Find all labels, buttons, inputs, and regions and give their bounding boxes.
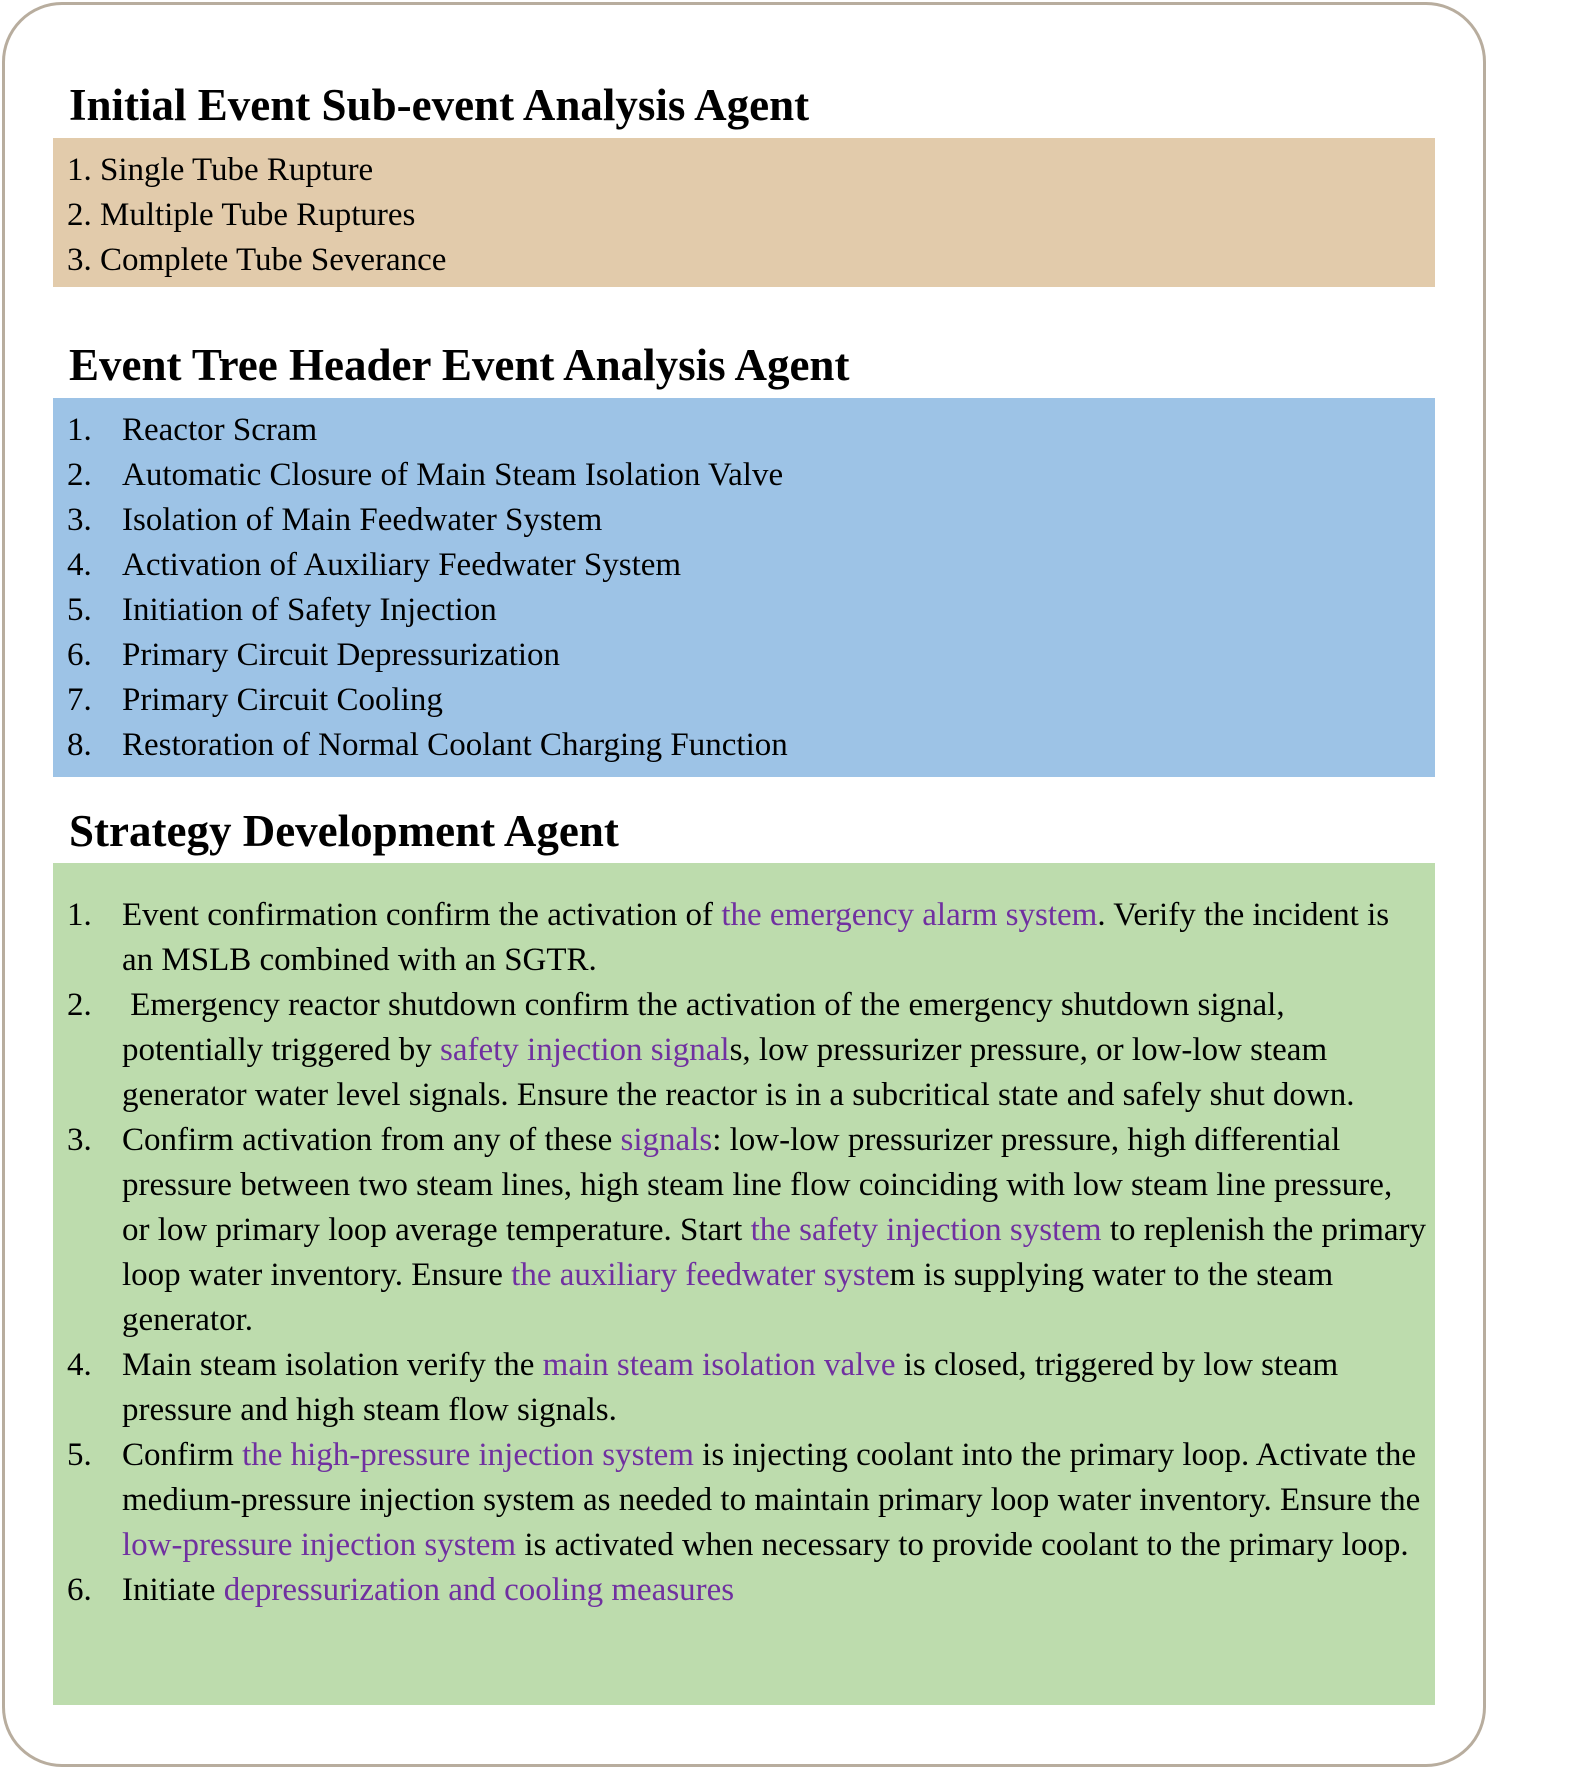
item-number: 7. [67, 682, 92, 718]
item-text [122, 1343, 1427, 1433]
item-number: 3. [67, 502, 92, 538]
list-item [67, 1118, 1435, 1343]
text-segment: : low-low pressurizer pressure, high differential pressure between two steam lines, high steam line flow coinciding with low steam line pressure, or low primary loop average temperature. Start [122, 1122, 1401, 1248]
highlighted-term: the emergency alarm system [721, 897, 1098, 933]
list-item [67, 983, 1427, 1118]
text-segment: is closed, triggered by low steam pressure and high steam flow signals. [122, 1347, 1347, 1428]
text-segment: s, low pressurizer pressure, or low-low steam generator water level signals. Ensure the reactor is in a subcritical state and safely shut down. [122, 1032, 1355, 1113]
list-item: 1. Single Tube Rupture [67, 152, 374, 188]
highlighted-term: the high-pressure injection system [242, 1437, 694, 1473]
initial-event-title: Initial Event Sub-event Analysis Agent [69, 80, 810, 130]
highlighted-term: low-pressure injection system [122, 1527, 517, 1563]
item-text: Automatic Closure of Main Steam Isolation Valve [122, 457, 784, 493]
item-text: Isolation of Main Feedwater System [122, 502, 603, 538]
item-number: 6. [67, 1572, 92, 1608]
list-item [67, 453, 1435, 498]
text-segment: is injecting coolant into the primary loop. Activate the medium-pressure injection system as needed to maintain primary loop water inventory. Ensure the [122, 1437, 1429, 1518]
item-text [122, 1118, 1435, 1343]
strategy-list [53, 863, 1435, 1613]
list-item [67, 678, 1435, 723]
item-number: 1. [67, 897, 92, 933]
item-text: Restoration of Normal Coolant Charging Function [122, 727, 788, 763]
list-item [67, 1568, 1427, 1613]
list-item [67, 543, 1435, 588]
header-event-title: Event Tree Header Event Analysis Agent [69, 340, 850, 390]
item-number: 2. [67, 457, 92, 493]
item-number: 5. [67, 1437, 92, 1473]
item-number: 2. [67, 987, 92, 1023]
highlighted-term: safety injection signal [440, 1032, 730, 1068]
item-text: Primary Circuit Depressurization [122, 637, 561, 673]
list-item [67, 408, 1435, 453]
list-item [67, 588, 1435, 633]
item-text [122, 1433, 1427, 1568]
text-segment: Event confirmation confirm the activation of [122, 897, 722, 933]
header-event-list [53, 398, 1435, 768]
list-item: 3. Complete Tube Severance [67, 242, 447, 278]
text-segment: Confirm activation from any of these [122, 1122, 621, 1158]
item-number: 4. [67, 1347, 92, 1383]
list-item [67, 498, 1435, 543]
initial-event-list [53, 138, 1435, 283]
item-number: 8. [67, 727, 92, 763]
text-segment: is activated when necessary to provide coolant to the primary loop. [516, 1527, 1409, 1563]
list-item: 2. Multiple Tube Ruptures [67, 197, 416, 233]
item-text: Reactor Scram [122, 412, 318, 448]
header-event-box [53, 398, 1435, 777]
strategy-title: Strategy Development Agent [69, 806, 619, 856]
list-item [67, 1343, 1427, 1433]
text-segment: Confirm [122, 1437, 243, 1473]
item-number: 5. [67, 592, 92, 628]
highlighted-term: depressurization and cooling measures [223, 1572, 735, 1608]
item-text: Initiation of Safety Injection [122, 592, 497, 628]
highlighted-term: the auxiliary feedwater syste [511, 1257, 890, 1293]
text-segment: m is supplying water to the steam generator. [122, 1257, 1342, 1338]
list-item [67, 893, 1427, 983]
highlighted-term: signals [620, 1122, 713, 1158]
item-number: 6. [67, 637, 92, 673]
text-segment: Emergency reactor shutdown confirm the activation of the emergency shutdown signal, potentially triggered by [122, 987, 1293, 1068]
text-segment: Initiate [122, 1572, 224, 1608]
item-text: Primary Circuit Cooling [122, 682, 443, 718]
item-number: 1. [67, 412, 92, 448]
highlighted-term: the safety injection system [750, 1212, 1102, 1248]
item-text [122, 893, 1427, 983]
highlighted-term: main steam isolation valve [542, 1347, 896, 1383]
item-number: 4. [67, 547, 92, 583]
text-segment: to replenish the primary loop water inventory. Ensure [122, 1212, 1435, 1293]
list-item [67, 633, 1435, 678]
list-item [67, 723, 1435, 768]
text-segment: Main steam isolation verify the [122, 1347, 543, 1383]
item-text: Activation of Auxiliary Feedwater System [122, 547, 682, 583]
strategy-box [53, 863, 1435, 1705]
item-text [122, 983, 1427, 1118]
initial-event-box [53, 138, 1435, 287]
item-number: 3. [67, 1122, 92, 1158]
item-text [122, 1568, 1427, 1613]
list-item [67, 1433, 1427, 1568]
text-segment: . Verify the incident is an MSLB combined with an SGTR. [122, 897, 1398, 978]
